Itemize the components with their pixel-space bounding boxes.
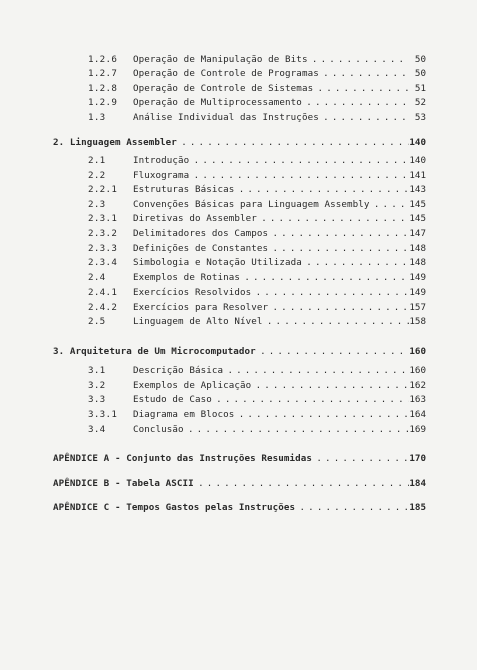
- toc-entry: [0, 111, 477, 125]
- entry-title: Linguagem de Alto Nível . . .: [133, 315, 409, 329]
- toc-chapter: [0, 136, 477, 150]
- appendix-title: APÊNDICE B - Tabela ASCII . . .: [53, 477, 409, 491]
- toc-entry: [0, 183, 477, 197]
- entry-page: 50: [414, 68, 426, 79]
- entry-number: 2.4.2: [88, 302, 118, 313]
- entry-title: Exemplos de Aplicação . . .: [133, 379, 409, 393]
- entry-number: 2.3.3: [88, 243, 118, 254]
- chapter-page: 140: [409, 137, 426, 148]
- toc-entry: [0, 315, 477, 329]
- entry-page: 164: [409, 409, 426, 420]
- chapter-title: 2. Linguagem Assembler . . .: [53, 136, 409, 150]
- appendix-page: 185: [409, 502, 426, 513]
- entry-page: 148: [409, 257, 426, 268]
- toc-entry: [0, 301, 477, 315]
- entry-number: 3.3.1: [88, 409, 118, 420]
- entry-number: 1.2.7: [88, 68, 118, 79]
- entry-title: Operação de Multiprocessamento . . .: [133, 96, 409, 110]
- toc-appendix: [0, 477, 477, 491]
- entry-page: 143: [409, 184, 426, 195]
- entry-page: 160: [409, 365, 426, 376]
- toc-entry: [0, 82, 477, 96]
- chapter-title: 3. Arquitetura de Um Microcomputador . . .: [53, 345, 409, 359]
- entry-number: 1.2.6: [88, 54, 118, 65]
- appendix-page: 184: [409, 478, 426, 489]
- toc-chapter: [0, 345, 477, 359]
- entry-title: Análise Individual das Instruções . . .: [133, 111, 409, 125]
- entry-number: 3.4: [88, 424, 106, 435]
- entry-title: Simbologia e Notação Utilizada . . .: [133, 256, 409, 270]
- entry-number: 2.2.1: [88, 184, 118, 195]
- entry-title: Estruturas Básicas . . .: [133, 183, 409, 197]
- entry-page: 145: [409, 213, 426, 224]
- entry-number: 2.3.1: [88, 213, 118, 224]
- entry-number: 2.4.1: [88, 287, 118, 298]
- appendix-title: APÊNDICE A - Conjunto das Instruções Resumidas . . .: [53, 452, 409, 466]
- entry-page: 51: [414, 83, 426, 94]
- entry-title: Fluxograma . . .: [133, 169, 409, 183]
- entry-title: Convenções Básicas para Linguagem Assembly . . .: [133, 198, 409, 212]
- entry-page: 149: [409, 272, 426, 283]
- entry-number: 3.3: [88, 394, 106, 405]
- toc-entry: [0, 256, 477, 270]
- toc-entry: [0, 393, 477, 407]
- entry-page: 50: [414, 54, 426, 65]
- toc-entry: [0, 212, 477, 226]
- entry-number: 1.3: [88, 112, 106, 123]
- entry-page: 148: [409, 243, 426, 254]
- entry-page: 163: [409, 394, 426, 405]
- entry-title: Diagrama em Blocos . . .: [133, 408, 409, 422]
- entry-number: 2.5: [88, 316, 106, 327]
- toc-appendix: [0, 452, 477, 466]
- entry-page: 52: [414, 97, 426, 108]
- toc-entry: [0, 271, 477, 285]
- entry-page: 145: [409, 199, 426, 210]
- entry-number: 2.3: [88, 199, 106, 210]
- appendix-page: 170: [409, 453, 426, 464]
- entry-number: 2.2: [88, 170, 106, 181]
- entry-page: 53: [414, 112, 426, 123]
- entry-title: Exercícios Resolvidos . . .: [133, 286, 409, 300]
- entry-title: Definições de Constantes . . .: [133, 242, 409, 256]
- entry-title: Operação de Controle de Sistemas . . .: [133, 82, 409, 96]
- entry-title: Operação de Controle de Programas . . .: [133, 67, 409, 81]
- toc-entry: [0, 286, 477, 300]
- entry-page: 149: [409, 287, 426, 298]
- entry-number: 1.2.8: [88, 83, 118, 94]
- toc-entry: [0, 227, 477, 241]
- entry-page: 162: [409, 380, 426, 391]
- toc-entry: [0, 53, 477, 67]
- entry-page: 147: [409, 228, 426, 239]
- toc-entry: [0, 364, 477, 378]
- entry-title: Exemplos de Rotinas . . .: [133, 271, 409, 285]
- entry-number: 2.3.4: [88, 257, 118, 268]
- entry-page: 140: [409, 155, 426, 166]
- entry-title: Exercícios para Resolver . . .: [133, 301, 409, 315]
- entry-page: 158: [409, 316, 426, 327]
- toc-entry: [0, 96, 477, 110]
- entry-title: Introdução . . .: [133, 154, 409, 168]
- appendix-title: APÊNDICE C - Tempos Gastos pelas Instruções . . .: [53, 501, 409, 515]
- entry-number: 2.3.2: [88, 228, 118, 239]
- entry-number: 2.4: [88, 272, 106, 283]
- entry-title: Operação de Manipulação de Bits . . .: [133, 53, 409, 67]
- entry-page: 141: [409, 170, 426, 181]
- entry-page: 157: [409, 302, 426, 313]
- entry-number: 2.1: [88, 155, 106, 166]
- entry-title: Diretivas do Assembler . . .: [133, 212, 409, 226]
- toc-entry: [0, 423, 477, 437]
- entry-number: 3.1: [88, 365, 106, 376]
- chapter-page: 160: [409, 346, 426, 357]
- toc-entry: [0, 67, 477, 81]
- toc-entry: [0, 408, 477, 422]
- entry-title: Conclusão . . .: [133, 423, 409, 437]
- entry-title: Descrição Básica . . .: [133, 364, 409, 378]
- toc-entry: [0, 169, 477, 183]
- toc-entry: [0, 198, 477, 212]
- entry-title: Estudo de Caso . . .: [133, 393, 409, 407]
- toc-appendix: [0, 501, 477, 515]
- entry-title: Delimitadores dos Campos . . .: [133, 227, 409, 241]
- toc-entry: [0, 154, 477, 168]
- entry-number: 1.2.9: [88, 97, 118, 108]
- toc-entry: [0, 379, 477, 393]
- entry-number: 3.2: [88, 380, 106, 391]
- toc-entry: [0, 242, 477, 256]
- entry-page: 169: [409, 424, 426, 435]
